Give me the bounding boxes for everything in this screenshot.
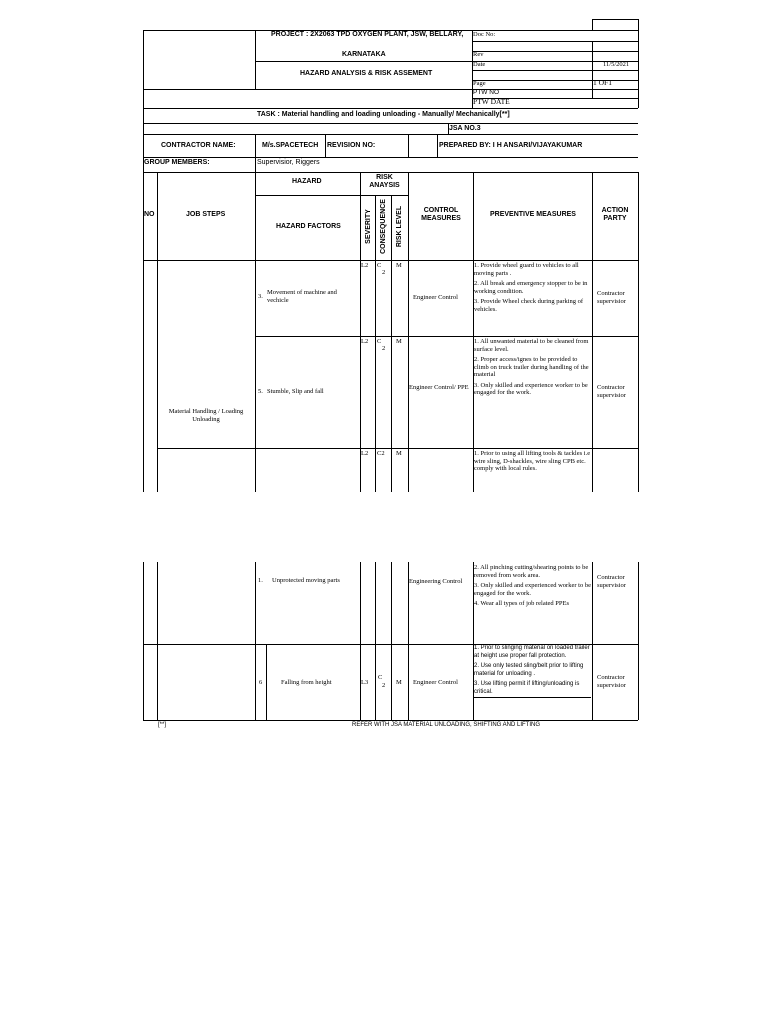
consequence-sub: 2 [382, 682, 386, 689]
col-preventive-measures: PREVENTIVE MEASURES [490, 211, 576, 218]
control-measure: Engineer Control [413, 679, 458, 686]
doc-no-label: Doc No: [473, 31, 496, 38]
document-title: HAZARD ANALYSIS & RISK ASSEMENT [300, 70, 433, 77]
preventive-measures-list [474, 338, 591, 400]
col-hazard-factors: HAZARD FACTORS [276, 223, 341, 230]
date-value: 11/5/2021 [603, 61, 630, 68]
col-no: NO [144, 211, 155, 218]
rev-label: Rev [473, 51, 484, 58]
preventive-measures-list [474, 564, 591, 611]
prepared-by: PREPARED BY: I H ANSARI/VIJAYAKUMAR [439, 142, 583, 149]
list-item: 4. Wear all types of job related PPEs [474, 600, 570, 607]
control-measure: Engineer Control [413, 294, 458, 301]
contractor-label: CONTRACTOR NAME: [161, 142, 236, 149]
action-party: Contractor supervisior [597, 574, 626, 589]
col-risk-analysis: RISK ANAYSIS [369, 174, 400, 189]
job-step-label: Material Handling / Loading Unloading [168, 408, 244, 423]
contractor-value: M/s.SPACETECH [262, 142, 319, 149]
revision-label: REVISION NO: [327, 142, 376, 149]
risk-level-value: M [396, 450, 402, 457]
hazard-factor: Falling from height [281, 679, 332, 686]
list-item: 2. Proper access/ignes to be provided to climb on truck trailer during handling of the material [474, 356, 589, 378]
list-item: 3. Only skilled and experienced worker to be engaged for the work. [474, 582, 591, 597]
risk-level-value: M [396, 679, 402, 686]
list-item: 3. Only skilled and experience worker to be engaged for the work. [474, 381, 588, 396]
footnote-text: REFER WITH JSA MATERIAL UNLOADING, SHIFTING AND LIFTING [352, 722, 541, 728]
list-item: 3. Provide Wheel check during parking of vehicles. [474, 298, 584, 313]
hazard-factor-number: 3. [258, 293, 263, 300]
list-item: 1. Provide wheel guard to vehicles to all moving parts . [474, 262, 579, 277]
control-measure: Engineer Control/ PPE [409, 384, 469, 391]
preventive-measures-list [474, 262, 591, 316]
consequence-sub: 2 [382, 345, 386, 352]
list-item: 1. Prior to slinging material on loaded trailer at height use proper fall protection. [474, 645, 590, 659]
hazard-factor: Movement of machine and vechicle [267, 289, 337, 304]
ptw-date-label: PTW DATE [473, 97, 510, 106]
ptw-no-label: PTW NO [473, 89, 499, 96]
severity-value: L2 [361, 262, 369, 269]
list-item: 2. All break and emergency stopper to be in working condition. [474, 280, 588, 295]
consequence-value: C [377, 338, 382, 345]
hazard-factor-number: 6 [259, 679, 263, 686]
col-control-measures: CONTROL MEASURES [421, 207, 461, 222]
list-item: 2. All pinching cutting/shearing points to be removed from work area. [474, 564, 589, 579]
hazard-factor-number: 1. [258, 577, 263, 584]
page-value: 1 OF1 [593, 78, 612, 87]
consequence-value: C [378, 674, 383, 681]
project-title: PROJECT : 2X2063 TPD OXYGEN PLANT, JSW, BELLARY, [271, 31, 464, 38]
jsa-number: JSA NO.3 [449, 125, 481, 132]
col-action-party: ACTION PARTY [601, 207, 629, 222]
page-label: Page [473, 80, 486, 87]
group-members-label: GROUP MEMBERS: [144, 159, 210, 166]
action-party: Contractor supervisior [597, 674, 626, 689]
hazard-factor: Stumble, Slip and fall [267, 388, 324, 395]
risk-level-value: M [396, 338, 402, 345]
action-party: Contractor supervisior [597, 384, 626, 399]
list-item: 1. Prior to using all lifting tools & tackles i.e wire sling, D-shackles, wire sling CPB etc. comply with local rules. [474, 450, 591, 472]
col-risk-level: RISK LEVEL [396, 205, 403, 248]
consequence-sub: 2 [382, 269, 386, 276]
preventive-measures-list [474, 450, 591, 476]
control-measure: Engineering Control [409, 578, 463, 585]
footnote-mark: [**] [158, 722, 167, 728]
group-members-value: Supervisior, Riggers [257, 159, 320, 166]
hazard-factor-number: 5. [258, 388, 263, 395]
col-job-steps: JOB STEPS [186, 211, 226, 218]
col-hazard: HAZARD [292, 178, 322, 185]
risk-level-value: M [396, 262, 402, 269]
task-description: TASK : Material handling and loading unloading - Manually/ Mechanically[**] [257, 111, 510, 118]
consequence-value: C2 [377, 450, 385, 457]
list-item: 3. Use lifting permit if lifting/unloading is critical. [474, 681, 580, 695]
consequence-value: C [377, 262, 382, 269]
preventive-measures-list [474, 645, 591, 699]
hazard-factor: Unprotected moving parts [272, 577, 340, 584]
date-label: Date [473, 61, 486, 68]
list-item: 1. All unwanted material to be cleaned from surface level. [474, 338, 589, 353]
action-party: Contractor supervisior [597, 290, 626, 305]
list-item: 2. Use only tested sling/belt prior to lifting material for unloading . [474, 663, 584, 677]
col-consequence: CONSEQUENCE [380, 199, 387, 254]
severity-value: L2 [361, 450, 369, 457]
project-location: KARNATAKA [342, 51, 386, 58]
col-severity: SEVERITY [365, 209, 372, 244]
severity-value: L3 [361, 679, 369, 686]
severity-value: L2 [361, 338, 369, 345]
